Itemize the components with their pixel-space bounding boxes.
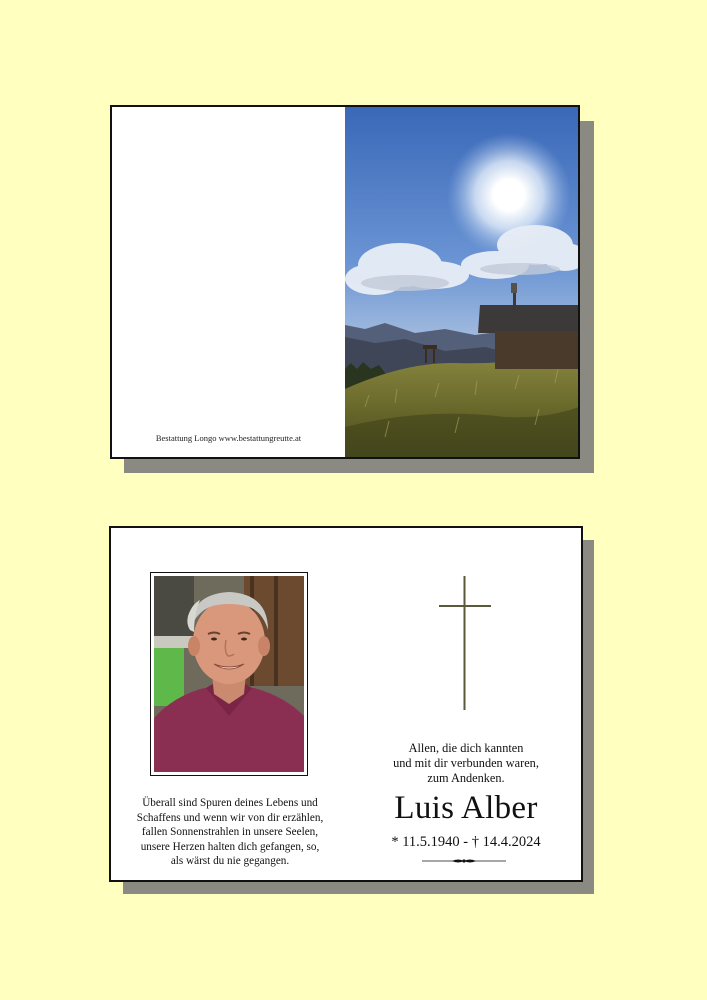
portrait-photo: [154, 576, 304, 772]
front-card-blank-panel: [112, 107, 345, 457]
poem-line: Überall sind Spuren deines Lebens und: [142, 797, 318, 809]
dedication-line: Allen, die dich kannten: [408, 741, 524, 755]
poem-line: unsere Herzen halten dich gefangen, so,: [140, 840, 320, 853]
inner-card: [109, 526, 583, 882]
memorial-poem: [119, 796, 341, 869]
dedication-line: und mit dir verbunden waren,: [393, 756, 539, 771]
sun-mountain-hut-image: [345, 107, 578, 457]
poem-line: fallen Sonnenstrahlen in unsere Seelen,: [141, 826, 319, 839]
landscape-photo: [345, 107, 578, 457]
dedication-text: [349, 741, 583, 787]
poem-line: als wärst du nie gegangen.: [170, 855, 290, 868]
ornament-divider-icon: [422, 858, 506, 864]
portrait-frame: [150, 572, 308, 776]
life-dates: * 11.5.1940 - † 14.4.2024: [391, 834, 541, 850]
poem-line: Schaffens und wenn wir von dir erzählen,: [136, 811, 324, 824]
funeral-home-footer: Bestattung Longo www.bestattungreutte.at: [155, 433, 302, 443]
dedication-line: zum Andenken.: [427, 771, 505, 786]
front-card: [110, 105, 580, 459]
deceased-name: Luis Alber: [394, 790, 538, 826]
portrait-of-man-image: [154, 576, 304, 772]
cross-icon: [439, 576, 491, 710]
